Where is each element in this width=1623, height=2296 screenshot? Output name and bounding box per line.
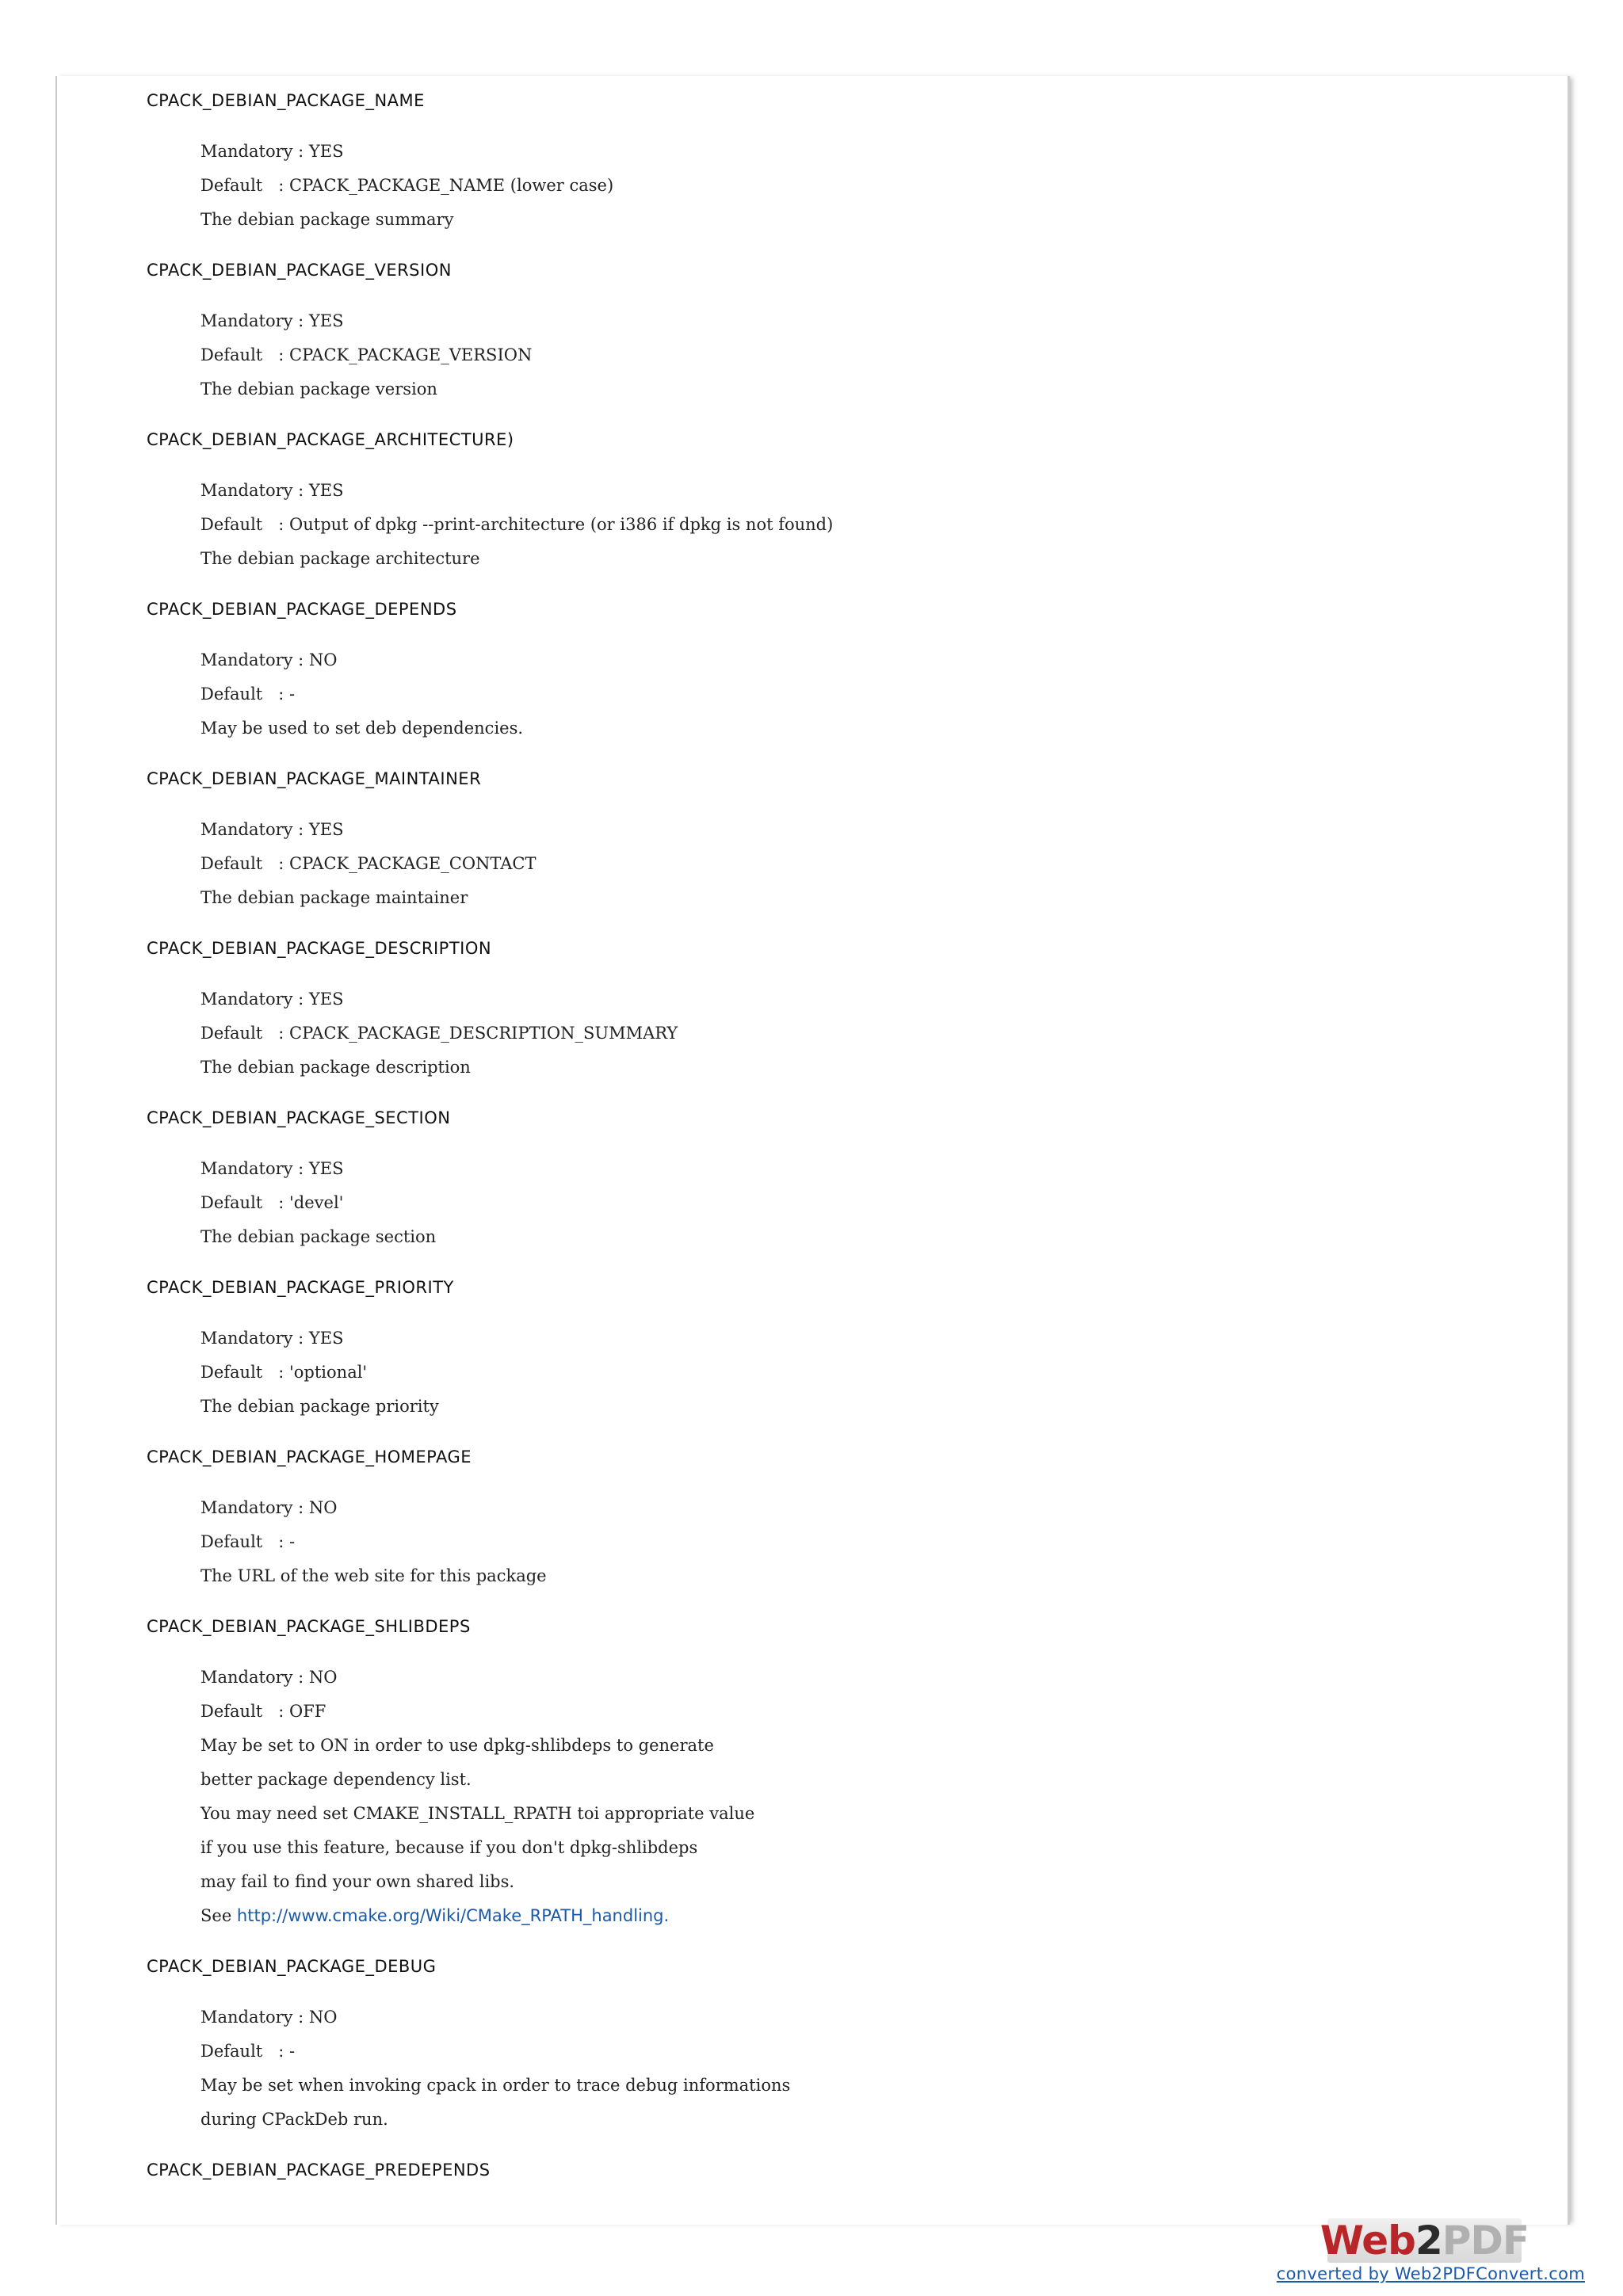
logo-two-text: 2: [1415, 2218, 1442, 2264]
description-line: Default : -: [200, 685, 296, 704]
description-line: Default : CPACK_PACKAGE_NAME (lower case): [200, 176, 614, 195]
description-line: Default : -: [200, 2042, 296, 2061]
variable-section: [147, 593, 1494, 762]
description-line: The URL of the web site for this package: [200, 1566, 547, 1585]
variable-name: CPACK_DEBIAN_PACKAGE_MAINTAINER: [147, 769, 482, 788]
variable-description: [200, 474, 1494, 576]
variable-section: [147, 1610, 1494, 1950]
see-prefix: See: [200, 1906, 237, 1925]
variable-section: [147, 423, 1494, 593]
description-line: You may need set CMAKE_INSTALL_RPATH toi appropriate value: [200, 1804, 755, 1823]
description-line: Mandatory : NO: [200, 1668, 338, 1687]
description-line: Default : -: [200, 1532, 296, 1551]
description-line: during CPackDeb run.: [200, 2110, 388, 2129]
variable-name: CPACK_DEBIAN_PACKAGE_HOMEPAGE: [147, 1447, 472, 1466]
description-line: The debian package summary: [200, 210, 454, 229]
variable-section: [147, 2153, 1494, 2187]
description-line: may fail to find your own shared libs.: [200, 1872, 515, 1891]
description-line: Mandatory : YES: [200, 142, 344, 161]
variable-section: [147, 1271, 1494, 1440]
variable-description: [200, 1152, 1494, 1254]
description-line: The debian package description: [200, 1058, 471, 1077]
variable-description: [200, 643, 1494, 746]
converted-by-link[interactable]: converted by Web2PDFConvert.com: [1276, 2264, 1585, 2283]
variable-description: [200, 1322, 1494, 1424]
variable-section: [147, 1101, 1494, 1271]
description-line: May be set when invoking cpack in order to trace debug informations: [200, 2076, 791, 2095]
description-line: The debian package maintainer: [200, 888, 468, 907]
description-line: May be used to set deb dependencies.: [200, 719, 524, 738]
description-line: Default : 'devel': [200, 1193, 344, 1212]
description-line: The debian package architecture: [200, 549, 480, 568]
variable-section: [147, 1440, 1494, 1610]
variable-section: [147, 1950, 1494, 2153]
description-line: Mandatory : YES: [200, 820, 344, 839]
description-line: if you use this feature, because if you don't dpkg-shlibdeps: [200, 1838, 698, 1857]
description-line: Default : Output of dpkg --print-architecture (or i386 if dpkg is not found): [200, 515, 834, 534]
web2pdf-logo[interactable]: [1319, 2218, 1529, 2264]
variable-name: CPACK_DEBIAN_PACKAGE_SECTION: [147, 1108, 451, 1127]
description-line: The debian package version: [200, 379, 437, 399]
variable-name: CPACK_DEBIAN_PACKAGE_DESCRIPTION: [147, 939, 492, 958]
description-line: Default : CPACK_PACKAGE_VERSION: [200, 345, 533, 364]
description-line: Mandatory : YES: [200, 1329, 344, 1348]
description-line: Mandatory : YES: [200, 1159, 344, 1178]
description-line: The debian package priority: [200, 1397, 439, 1416]
logo-pdf-text: PDF: [1442, 2218, 1529, 2264]
see-also-line: [200, 1899, 1494, 1933]
variable-section: [147, 254, 1494, 423]
variable-name: CPACK_DEBIAN_PACKAGE_VERSION: [147, 261, 452, 280]
description-line: Mandatory : NO: [200, 1498, 338, 1517]
logo-wordmark: [1320, 2218, 1529, 2263]
description-line: Mandatory : YES: [200, 311, 344, 330]
description-line: Default : CPACK_PACKAGE_CONTACT: [200, 854, 537, 873]
document-content: [147, 84, 1494, 2204]
variable-section: [147, 932, 1494, 1101]
variable-name: CPACK_DEBIAN_PACKAGE_DEPENDS: [147, 600, 457, 619]
description-line: better package dependency list.: [200, 1770, 472, 1789]
variable-description: [200, 1491, 1494, 1593]
variable-name: CPACK_DEBIAN_PACKAGE_PRIORITY: [147, 1278, 454, 1297]
description-line: The debian package section: [200, 1227, 437, 1246]
description-line: May be set to ON in order to use dpkg-shlibdeps to generate: [200, 1736, 714, 1755]
variable-name: CPACK_DEBIAN_PACKAGE_NAME: [147, 91, 425, 110]
variable-section: [147, 84, 1494, 254]
variable-description: [200, 813, 1494, 915]
variable-name: CPACK_DEBIAN_PACKAGE_ARCHITECTURE): [147, 430, 514, 449]
description-line: Default : OFF: [200, 1702, 327, 1721]
description-line: Default : 'optional': [200, 1363, 368, 1382]
description-line: Mandatory : YES: [200, 990, 344, 1009]
description-line: Mandatory : NO: [200, 2008, 338, 2027]
logo-web-text: Web: [1319, 2218, 1415, 2264]
cmake-rpath-link[interactable]: http://www.cmake.org/Wiki/CMake_RPATH_handling.: [236, 1906, 670, 1925]
variable-description: [200, 304, 1494, 406]
variable-name: CPACK_DEBIAN_PACKAGE_PREDEPENDS: [147, 2161, 491, 2180]
variable-name: CPACK_DEBIAN_PACKAGE_SHLIBDEPS: [147, 1617, 471, 1636]
description-line: Mandatory : YES: [200, 481, 344, 500]
variable-description: [200, 1661, 1494, 1933]
variable-description: [200, 982, 1494, 1085]
variable-description: [200, 2000, 1494, 2137]
variable-section: [147, 762, 1494, 932]
variable-description: [200, 135, 1494, 237]
variable-name: CPACK_DEBIAN_PACKAGE_DEBUG: [147, 1957, 437, 1976]
description-line: Mandatory : NO: [200, 650, 338, 669]
description-line: Default : CPACK_PACKAGE_DESCRIPTION_SUMMARY: [200, 1024, 678, 1043]
